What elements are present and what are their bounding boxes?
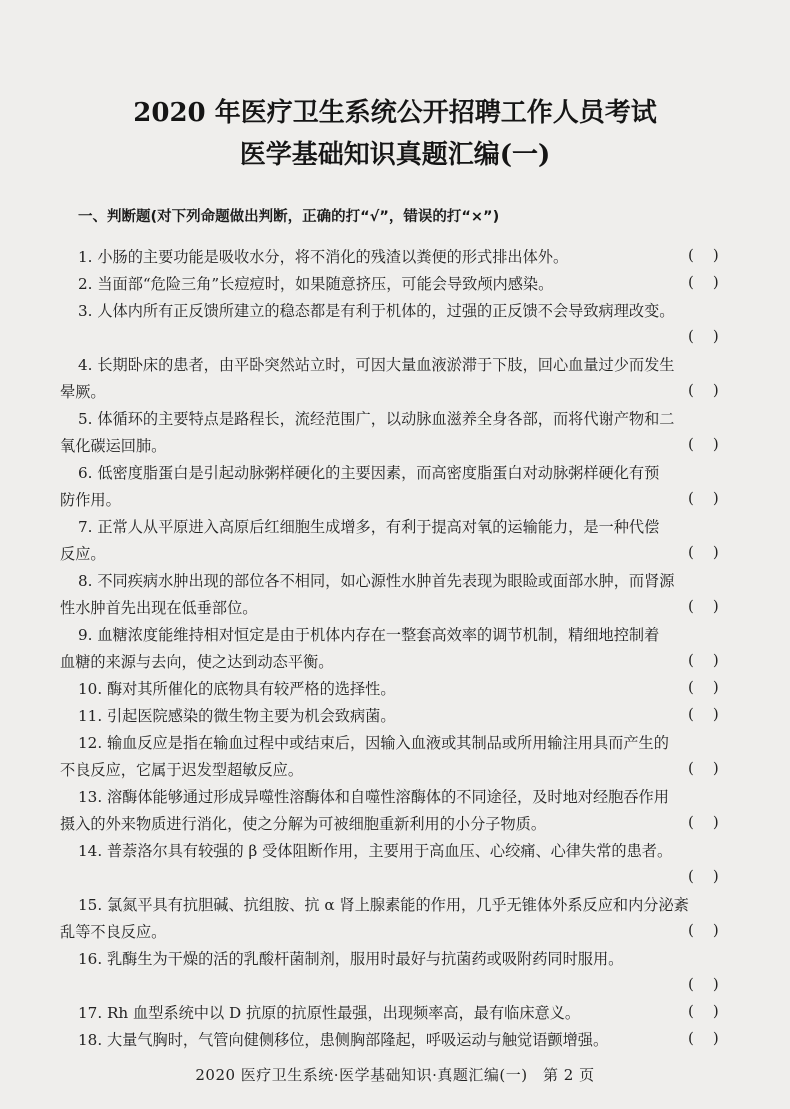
question-7-line-1: 7. 正常人从平原进入高原后红细胞生成增多，有利于提高对氧的运输能力，是一种代偿 bbox=[78, 518, 660, 536]
section-heading: 一、判断题(对下列命题做出判断，正确的打“√”，错误的打“×”) bbox=[78, 209, 500, 225]
question-5-line-1: 5. 体循环的主要特点是路程长，流经范围广，以动脉血滋养全身各部，而将代谢产物和二 bbox=[78, 410, 675, 428]
answer-blank-10: ( ) bbox=[688, 678, 719, 696]
question-17-line-1: 17. Rh 血型系统中以 D 抗原的抗原性最强，出现频率高，最有临床意义。 bbox=[78, 1004, 581, 1022]
question-14-line-1: 14. 普萘洛尔具有较强的 β 受体阻断作用，主要用于高血压、心绞痛、心律失常的患者。 bbox=[78, 842, 673, 860]
question-8-line-1: 8. 不同疾病水肿出现的部位各不相同，如心源性水肿首先表现为眼睑或面部水肿，而肾源 bbox=[78, 572, 675, 590]
question-2-line-1: 2. 当面部“危险三角”长痘痘时，如果随意挤压，可能会导致颅内感染。 bbox=[78, 275, 554, 293]
answer-blank-1: ( ) bbox=[688, 246, 719, 264]
answer-blank-9: ( ) bbox=[688, 651, 719, 669]
answer-blank-2: ( ) bbox=[688, 273, 719, 291]
question-5-line-2: 氧化碳运回肺。 bbox=[60, 437, 167, 455]
question-12-line-2: 不良反应，它属于迟发型超敏反应。 bbox=[60, 761, 303, 779]
question-15-line-2: 乱等不良反应。 bbox=[60, 923, 167, 941]
answer-blank-7: ( ) bbox=[688, 543, 719, 561]
answer-blank-8: ( ) bbox=[688, 597, 719, 615]
question-8-line-2: 性水肿首先出现在低垂部位。 bbox=[60, 599, 258, 617]
answer-blank-3: ( ) bbox=[688, 327, 719, 345]
page-footer: 2020 医疗卫生系统·医学基础知识·真题汇编(一) 第 2 页 bbox=[195, 1066, 595, 1084]
question-13-line-1: 13. 溶酶体能够通过形成异噬性溶酶体和自噬性溶酶体的不同途径，及时地对经胞吞作用 bbox=[78, 788, 669, 806]
question-6-line-2: 防作用。 bbox=[60, 491, 121, 509]
page-title: 2020 年医疗卫生系统公开招聘工作人员考试 bbox=[133, 98, 657, 128]
question-16-line-1: 16. 乳酶生为干燥的活的乳酸杆菌制剂，服用时最好与抗菌药或吸附药同时服用。 bbox=[78, 950, 624, 968]
question-12-line-1: 12. 输血反应是指在输血过程中或结束后，因输入血液或其制品或所用输注用具而产生的 bbox=[78, 734, 669, 752]
answer-blank-4: ( ) bbox=[688, 381, 719, 399]
page-subtitle: 医学基础知识真题汇编(一) bbox=[239, 140, 551, 170]
answer-blank-6: ( ) bbox=[688, 489, 719, 507]
answer-blank-11: ( ) bbox=[688, 705, 719, 723]
question-3-line-1: 3. 人体内所有正反馈所建立的稳态都是有利于机体的，过强的正反馈不会导致病理改变。 bbox=[78, 302, 675, 320]
question-13-line-2: 摄入的外来物质进行消化，使之分解为可被细胞重新利用的小分子物质。 bbox=[60, 815, 546, 833]
question-18-line-1: 18. 大量气胸时，气管向健侧移位，患侧胸部隆起，呼吸运动与触觉语颤增强。 bbox=[78, 1031, 609, 1049]
question-9-line-1: 9. 血糖浓度能维持相对恒定是由于机体内存在一整套高效率的调节机制，精细地控制着 bbox=[78, 626, 660, 644]
question-4-line-1: 4. 长期卧床的患者，由平卧突然站立时，可因大量血液淤滞于下肢，回心血量过少而发生 bbox=[78, 356, 675, 374]
question-11-line-1: 11. 引起医院感染的微生物主要为机会致病菌。 bbox=[78, 707, 396, 725]
question-4-line-2: 晕厥。 bbox=[60, 383, 106, 401]
question-7-line-2: 反应。 bbox=[60, 545, 106, 563]
question-6-line-1: 6. 低密度脂蛋白是引起动脉粥样硬化的主要因素，而高密度脂蛋白对动脉粥样硬化有预 bbox=[78, 464, 660, 482]
answer-blank-5: ( ) bbox=[688, 435, 719, 453]
answer-blank-15: ( ) bbox=[688, 921, 719, 939]
question-9-line-2: 血糖的来源与去向，使之达到动态平衡。 bbox=[60, 653, 334, 671]
answer-blank-12: ( ) bbox=[688, 759, 719, 777]
question-10-line-1: 10. 酶对其所催化的底物具有较严格的选择性。 bbox=[78, 680, 396, 698]
answer-blank-18: ( ) bbox=[688, 1029, 719, 1047]
question-1-line-1: 1. 小肠的主要功能是吸收水分，将不消化的残渣以粪便的形式排出体外。 bbox=[78, 248, 569, 266]
answer-blank-17: ( ) bbox=[688, 1002, 719, 1020]
answer-blank-14: ( ) bbox=[688, 867, 719, 885]
answer-blank-16: ( ) bbox=[688, 975, 719, 993]
answer-blank-13: ( ) bbox=[688, 813, 719, 831]
question-15-line-1: 15. 氯氮平具有抗胆碱、抗组胺、抗 α 肾上腺素能的作用，几乎无锥体外系反应和内分泌紊 bbox=[78, 896, 689, 914]
